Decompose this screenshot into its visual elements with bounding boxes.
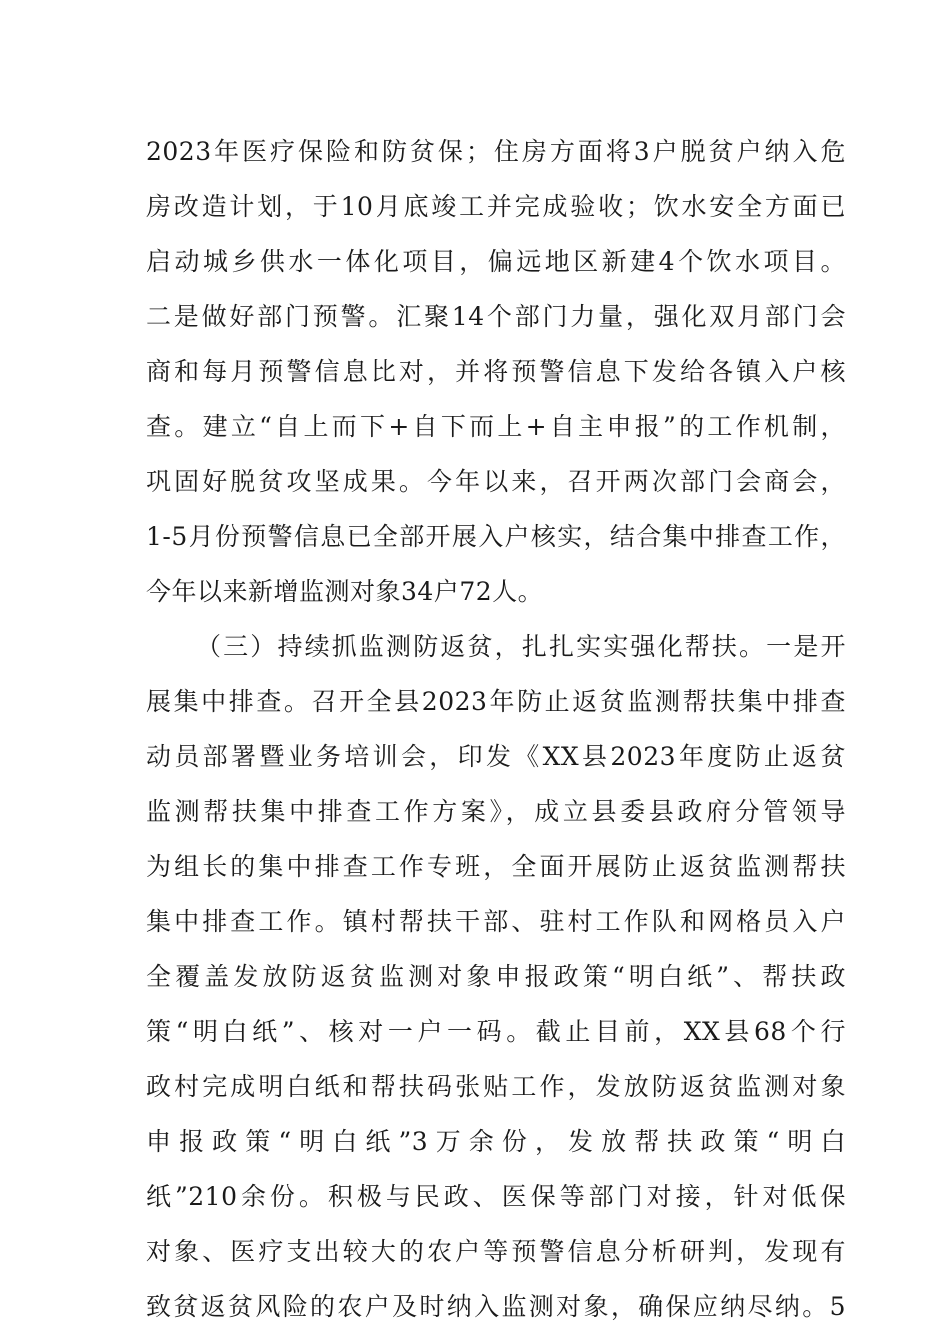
text-line: 对象、医疗支出较大的农户等预警信息分析研判，发现有 [146, 1237, 846, 1266]
text-line: 巩固好脱贫攻坚成果。今年以来，召开两次部门会商会， [146, 467, 846, 496]
text-line: 政村完成明白纸和帮扶码张贴工作，发放防返贫监测对象 [146, 1072, 846, 1101]
text-line: 2023年医疗保险和防贫保；住房方面将3户脱贫户纳入危 [146, 137, 846, 166]
text-line: 启动城乡供水一体化项目，偏远地区新建4个饮水项目。 [146, 247, 846, 276]
text-line: 策“明白纸”、核对一户一码。截止目前，XX县68个行 [146, 1017, 846, 1046]
text-line: 动员部署暨业务培训会，印发《XX县2023年度防止返贫 [146, 742, 846, 771]
text-line: 今年以来新增监测对象34户72人。 [146, 577, 544, 606]
text-line: 监测帮扶集中排查工作方案》，成立县委县政府分管领导 [146, 797, 846, 826]
text-line: 纸”210余份。积极与民政、医保等部门对接，针对低保 [146, 1182, 846, 1211]
text-line: 展集中排查。召开全县2023年防止返贫监测帮扶集中排查 [146, 687, 846, 716]
text-line: 二是做好部门预警。汇聚14个部门力量，强化双月部门会 [146, 302, 846, 331]
text-line: 为组长的集中排查工作专班，全面开展防止返贫监测帮扶 [146, 852, 846, 881]
text-line: 集中排查工作。镇村帮扶干部、驻村工作队和网格员入户 [146, 907, 846, 936]
text-line: 1-5月份预警信息已全部开展入户核实，结合集中排查工作， [146, 522, 846, 551]
body-text [146, 124, 846, 1334]
text-line: 商和每月预警信息比对，并将预警信息下发给各镇入户核 [146, 357, 846, 386]
text-line: 房改造计划，于10月底竣工并完成验收；饮水安全方面已 [146, 192, 846, 221]
text-line: 查。建立“自上而下+自下而上+自主申报”的工作机制， [146, 412, 846, 441]
text-line: 申报政策“明白纸”3万余份，发放帮扶政策“明白 [146, 1127, 846, 1156]
text-line: 致贫返贫风险的农户及时纳入监测对象，确保应纳尽纳。5 [146, 1292, 846, 1321]
text-line: （三）持续抓监测防返贫，扎扎实实强化帮扶。一是开 [196, 632, 846, 661]
text-line: 全覆盖发放防返贫监测对象申报政策“明白纸”、帮扶政 [146, 962, 846, 991]
